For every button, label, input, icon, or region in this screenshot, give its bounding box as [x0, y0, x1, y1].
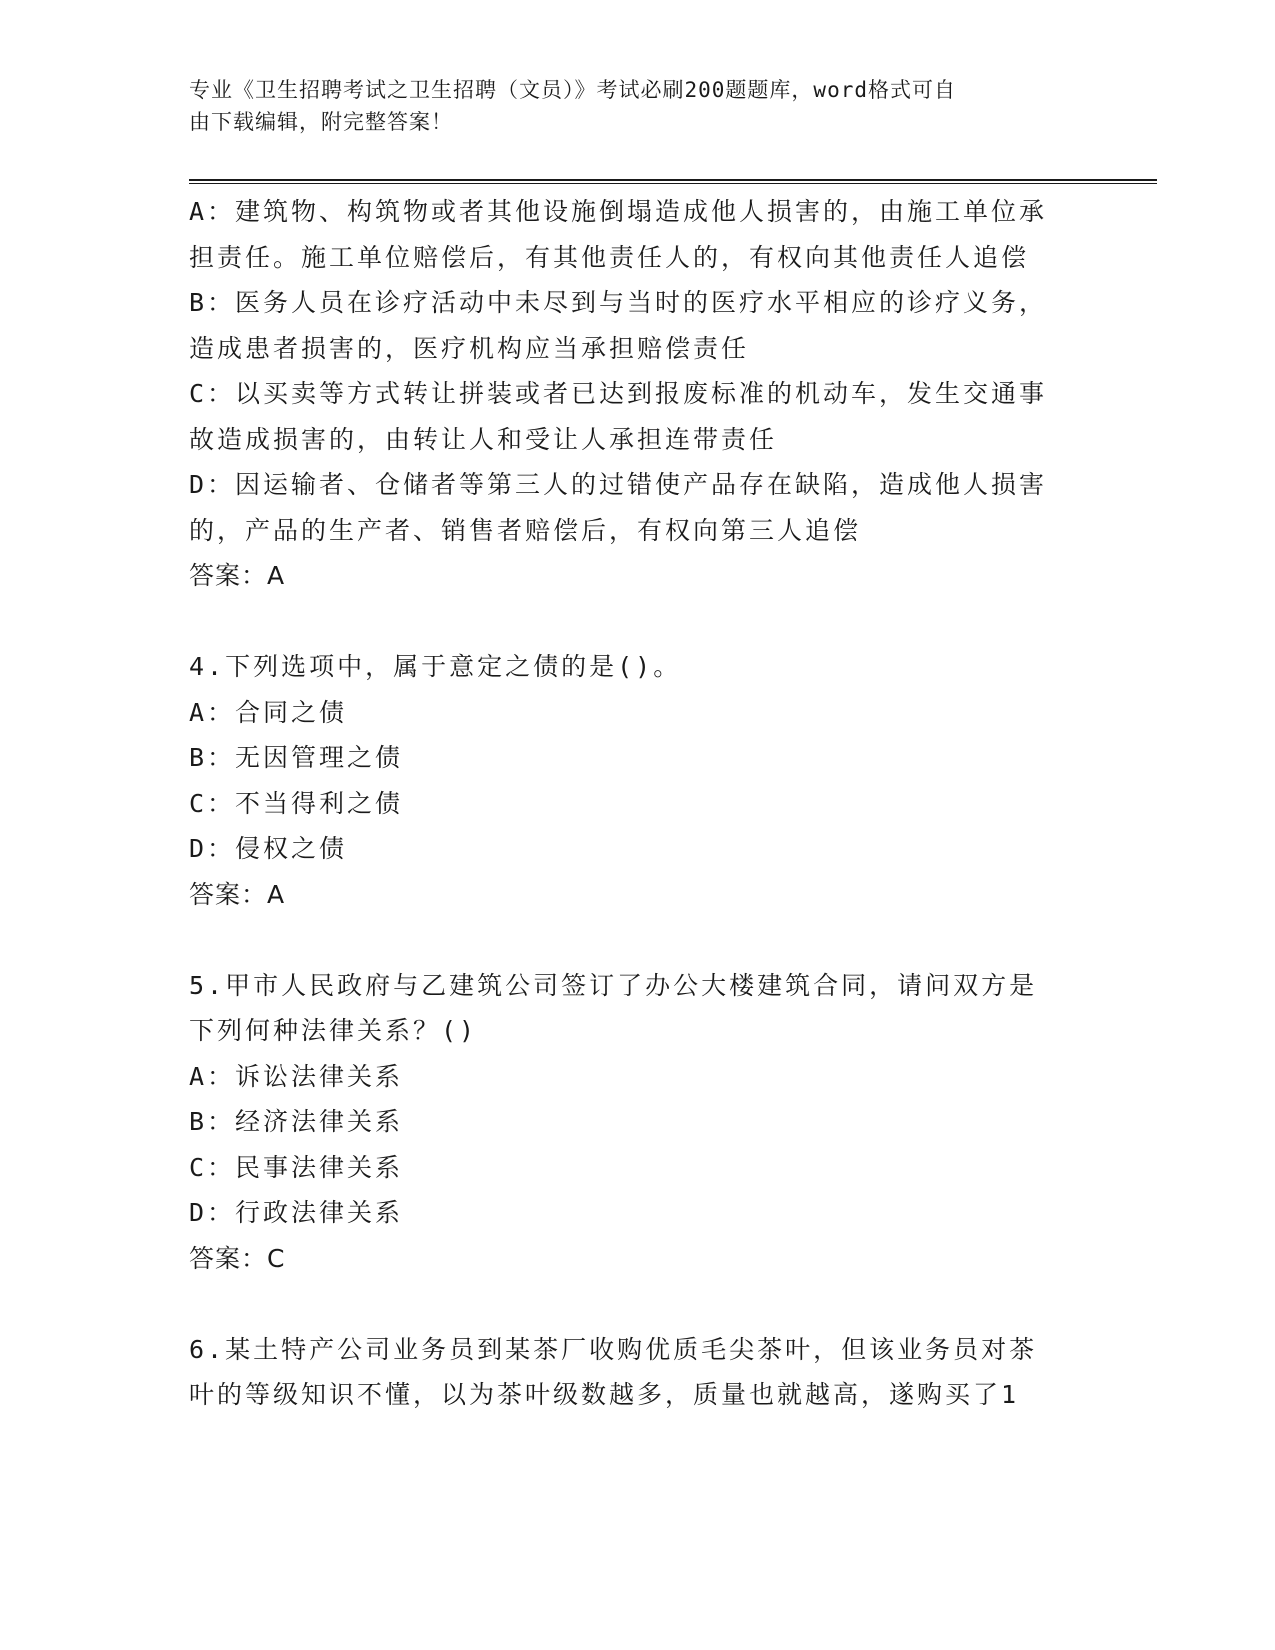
- question-list: [189, 189, 1089, 1418]
- question-text-line-1: 5.甲市人民政府与乙建筑公司签订了办公大楼建筑合同，请问双方是: [189, 970, 1038, 1000]
- question-text: 4.下列选项中，属于意定之债的是()。: [189, 652, 682, 681]
- answer: 答案：A: [189, 879, 286, 909]
- option-a: A：合同之债: [189, 697, 348, 727]
- question-6: [189, 1327, 1089, 1418]
- option-c-line-1: C：以买卖等方式转让拼装或者已达到报废标准的机动车，发生交通事: [189, 379, 1048, 408]
- header-divider-thin: [189, 183, 1157, 184]
- spacer: [189, 599, 1089, 645]
- spacer: [189, 1281, 1089, 1327]
- option-b-line-2: 造成患者损害的，医疗机构应当承担赔偿责任: [189, 333, 750, 363]
- answer: 答案：A: [189, 561, 286, 590]
- option-b-line-1: B：医务人员在诊疗活动中未尽到与当时的医疗水平相应的诊疗义务，: [189, 288, 1048, 317]
- option-a: A：诉讼法律关系: [189, 1061, 404, 1091]
- option-a-line-2: 担责任。施工单位赔偿后，有其他责任人的，有权向其他责任人追偿: [189, 242, 1030, 272]
- question-text-line-2: 下列何种法律关系？(): [189, 1016, 478, 1045]
- option-d-line-2: 的，产品的生产者、销售者赔偿后，有权向第三人追偿: [189, 515, 862, 545]
- option-b: B：经济法律关系: [189, 1107, 404, 1136]
- option-b: B：无因管理之债: [189, 743, 404, 772]
- question-text-line-1: 6.某土特产公司业务员到某茶厂收购优质毛尖茶叶，但该业务员对茶: [189, 1334, 1038, 1364]
- question-4: [189, 644, 1089, 917]
- spacer: [189, 917, 1089, 963]
- header-title-line-2: 由下载编辑，附完整答案！: [189, 110, 453, 134]
- option-d: D：行政法律关系: [189, 1198, 404, 1227]
- option-c: C：不当得利之债: [189, 788, 404, 818]
- option-a-line-1: A：建筑物、构筑物或者其他设施倒塌造成他人损害的，由施工单位承: [189, 197, 1048, 226]
- header-title-line-1: 专业《卫生招聘考试之卫生招聘（文员）》考试必刷200题题库，word格式可自: [189, 78, 956, 102]
- answer: 答案：C: [189, 1243, 286, 1273]
- option-c-line-2: 故造成损害的，由转让人和受让人承担连带责任: [189, 424, 778, 454]
- option-c: C：民事法律关系: [189, 1152, 404, 1182]
- question-text-line-2: 叶的等级知识不懂，以为茶叶级数越多，质量也就越高，遂购买了1: [189, 1380, 1020, 1409]
- header-divider-thick: [189, 179, 1157, 181]
- document-header: [189, 74, 1069, 138]
- option-d-line-1: D：因运输者、仓储者等第三人的过错使产品存在缺陷，造成他人损害: [189, 470, 1048, 499]
- option-d: D：侵权之债: [189, 834, 348, 863]
- question-5: [189, 963, 1089, 1282]
- question-3: [189, 189, 1089, 599]
